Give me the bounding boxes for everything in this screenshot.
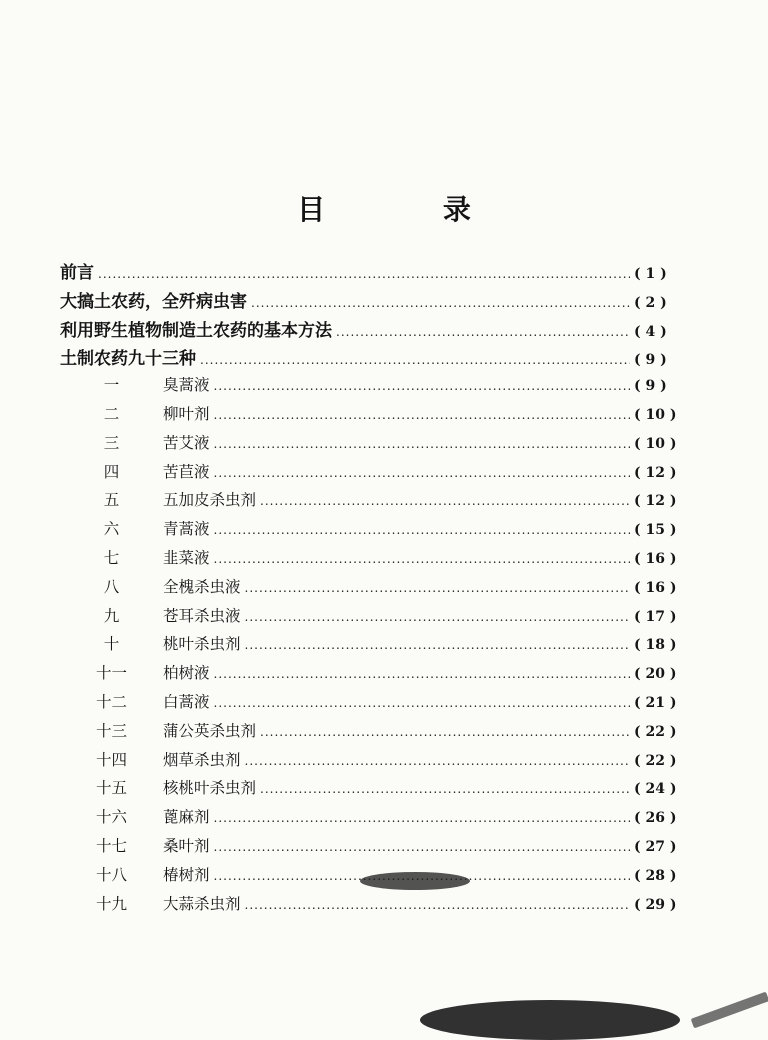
entry-page: 22 bbox=[645, 752, 665, 769]
page-reference: ( 4 ) bbox=[634, 323, 667, 340]
dot-leader bbox=[260, 494, 630, 508]
entry-page: 28 bbox=[645, 867, 665, 884]
entry-page: 1 bbox=[645, 266, 656, 282]
entry-label: 苦苣液 bbox=[163, 462, 210, 481]
dot-leader bbox=[214, 840, 630, 854]
toc-entry bbox=[60, 632, 690, 661]
entry-label: 韭菜液 bbox=[163, 548, 210, 567]
entry-number: 七 bbox=[103, 548, 120, 567]
page-reference: ( 22 ) bbox=[634, 723, 677, 740]
page-reference: ( 22 ) bbox=[634, 752, 677, 769]
dot-leader bbox=[245, 638, 630, 652]
entry-label: 利用野生植物制造土农药的基本方法 bbox=[60, 320, 332, 341]
entry-number: 十五 bbox=[95, 779, 127, 798]
dot-leader bbox=[260, 782, 630, 796]
entry-page: 12 bbox=[645, 464, 665, 481]
dot-leader bbox=[98, 267, 630, 281]
toc-entry bbox=[60, 287, 690, 316]
entry-number: 四 bbox=[103, 462, 120, 481]
entry-number: 十九 bbox=[95, 894, 127, 913]
toc-entry bbox=[60, 690, 690, 719]
toc-entry bbox=[60, 258, 690, 287]
entry-label: 大蒜杀虫剂 bbox=[163, 894, 241, 913]
ink-smudge bbox=[420, 1000, 680, 1040]
entry-page: 16 bbox=[645, 550, 665, 567]
dot-leader bbox=[251, 296, 630, 310]
entry-page: 17 bbox=[645, 608, 665, 625]
dot-leader bbox=[200, 353, 630, 367]
entry-number: 十 bbox=[103, 635, 120, 654]
entry-label: 蒲公英杀虫剂 bbox=[163, 721, 257, 740]
entry-page: 18 bbox=[645, 637, 665, 654]
page-reference: ( 20 ) bbox=[634, 666, 677, 683]
dot-leader bbox=[214, 466, 630, 480]
entry-number: 十三 bbox=[95, 721, 127, 740]
toc-entry bbox=[60, 517, 690, 546]
entry-number: 十八 bbox=[95, 865, 127, 884]
entry-label: 前言 bbox=[60, 263, 94, 283]
entry-label: 桑叶剂 bbox=[163, 836, 210, 855]
entry-page: 27 bbox=[645, 838, 665, 855]
page-reference: ( 1 ) bbox=[634, 266, 667, 282]
entry-page: 2 bbox=[645, 294, 656, 311]
page-title: 目 录 bbox=[297, 193, 525, 226]
page-reference: ( 17 ) bbox=[634, 608, 677, 625]
entry-label: 臭蒿液 bbox=[163, 376, 210, 395]
entry-label: 白蒿液 bbox=[163, 692, 210, 711]
dot-leader bbox=[214, 523, 630, 537]
entry-label: 椿树剂 bbox=[163, 865, 210, 884]
ink-smudge bbox=[360, 872, 470, 890]
toc-entry bbox=[60, 719, 690, 748]
page-reference: ( 24 ) bbox=[634, 781, 677, 798]
page-reference: ( 18 ) bbox=[634, 637, 677, 654]
page-reference: ( 12 ) bbox=[634, 493, 677, 510]
dot-leader bbox=[214, 437, 630, 451]
entry-number: 十四 bbox=[95, 750, 127, 769]
page-reference: ( 16 ) bbox=[634, 550, 677, 567]
entry-label: 苦艾液 bbox=[163, 433, 210, 452]
entry-label: 大搞土农药，全歼病虫害 bbox=[60, 291, 247, 312]
toc-entry bbox=[60, 776, 690, 805]
entry-number: 五 bbox=[103, 491, 120, 510]
entry-number: 二 bbox=[103, 404, 120, 423]
page-reference: ( 16 ) bbox=[634, 579, 677, 596]
entry-label: 柳叶剂 bbox=[163, 404, 210, 423]
dot-leader bbox=[245, 610, 630, 624]
entry-page: 4 bbox=[645, 323, 656, 340]
entry-number: 六 bbox=[103, 520, 120, 539]
entry-page: 9 bbox=[645, 378, 656, 395]
table-of-contents bbox=[60, 258, 690, 920]
toc-entry bbox=[60, 546, 690, 575]
entry-label: 青蒿液 bbox=[163, 520, 210, 539]
entry-page: 15 bbox=[645, 522, 665, 539]
entry-label: 核桃叶杀虫剂 bbox=[163, 779, 257, 798]
entry-label: 五加皮杀虫剂 bbox=[163, 491, 257, 510]
entry-number: 十七 bbox=[95, 836, 127, 855]
page-reference: ( 9 ) bbox=[634, 352, 667, 369]
toc-entry bbox=[60, 402, 690, 431]
page-reference: ( 29 ) bbox=[634, 896, 677, 913]
toc-entry bbox=[60, 834, 690, 863]
dot-leader bbox=[214, 408, 630, 422]
entry-page: 29 bbox=[645, 896, 665, 913]
toc-entry bbox=[60, 373, 690, 402]
toc-entry bbox=[60, 575, 690, 604]
entry-number: 九 bbox=[103, 606, 120, 625]
page-reference: ( 26 ) bbox=[634, 810, 677, 827]
entry-page: 26 bbox=[645, 810, 665, 827]
page-reference: ( 10 ) bbox=[634, 435, 677, 452]
dot-leader bbox=[214, 552, 630, 566]
toc-entry bbox=[60, 892, 690, 921]
entry-page: 10 bbox=[645, 406, 665, 423]
toc-entry bbox=[60, 431, 690, 460]
entry-number: 一 bbox=[103, 376, 120, 395]
dot-leader bbox=[214, 667, 630, 681]
toc-entry bbox=[60, 316, 690, 345]
entry-page: 21 bbox=[645, 694, 665, 711]
entry-page: 16 bbox=[645, 579, 665, 596]
entry-number: 十六 bbox=[95, 808, 127, 827]
entry-page: 24 bbox=[645, 781, 665, 798]
page-reference: ( 21 ) bbox=[634, 694, 677, 711]
toc-entry bbox=[60, 805, 690, 834]
dot-leader bbox=[214, 696, 630, 710]
page-reference: ( 9 ) bbox=[634, 378, 667, 395]
dot-leader bbox=[336, 325, 630, 339]
entry-number: 三 bbox=[103, 433, 120, 452]
page-reference: ( 10 ) bbox=[634, 406, 677, 423]
ink-smudge bbox=[691, 992, 768, 1029]
entry-label: 桃叶杀虫剂 bbox=[163, 635, 241, 654]
page-reference: ( 27 ) bbox=[634, 838, 677, 855]
toc-entry bbox=[60, 661, 690, 690]
toc-entry bbox=[60, 460, 690, 489]
dot-leader bbox=[245, 581, 630, 595]
dot-leader bbox=[214, 811, 630, 825]
entry-label: 烟草杀虫剂 bbox=[163, 750, 241, 769]
toc-entry bbox=[60, 748, 690, 777]
entry-page: 20 bbox=[645, 666, 665, 683]
entry-number: 十二 bbox=[95, 692, 127, 711]
entry-label: 蓖麻剂 bbox=[163, 808, 210, 827]
toc-entry bbox=[60, 344, 690, 373]
page-reference: ( 12 ) bbox=[634, 464, 677, 481]
entry-page: 22 bbox=[645, 723, 665, 740]
entry-label: 全槐杀虫液 bbox=[163, 577, 241, 596]
entry-label: 苍耳杀虫液 bbox=[163, 606, 241, 625]
dot-leader bbox=[245, 754, 630, 768]
dot-leader bbox=[260, 725, 630, 739]
toc-entry bbox=[60, 488, 690, 517]
entry-label: 柏树液 bbox=[163, 664, 210, 683]
toc-entry bbox=[60, 604, 690, 633]
entry-page: 12 bbox=[645, 493, 665, 510]
entry-page: 10 bbox=[645, 435, 665, 452]
entry-page: 9 bbox=[645, 352, 656, 369]
page-reference: ( 28 ) bbox=[634, 867, 677, 884]
dot-leader bbox=[245, 898, 630, 912]
entry-number: 十一 bbox=[95, 664, 127, 683]
dot-leader bbox=[214, 379, 630, 393]
page-reference: ( 2 ) bbox=[634, 294, 667, 311]
entry-number: 八 bbox=[103, 577, 120, 596]
page-reference: ( 15 ) bbox=[634, 522, 677, 539]
entry-label: 土制农药九十三种 bbox=[60, 349, 196, 370]
